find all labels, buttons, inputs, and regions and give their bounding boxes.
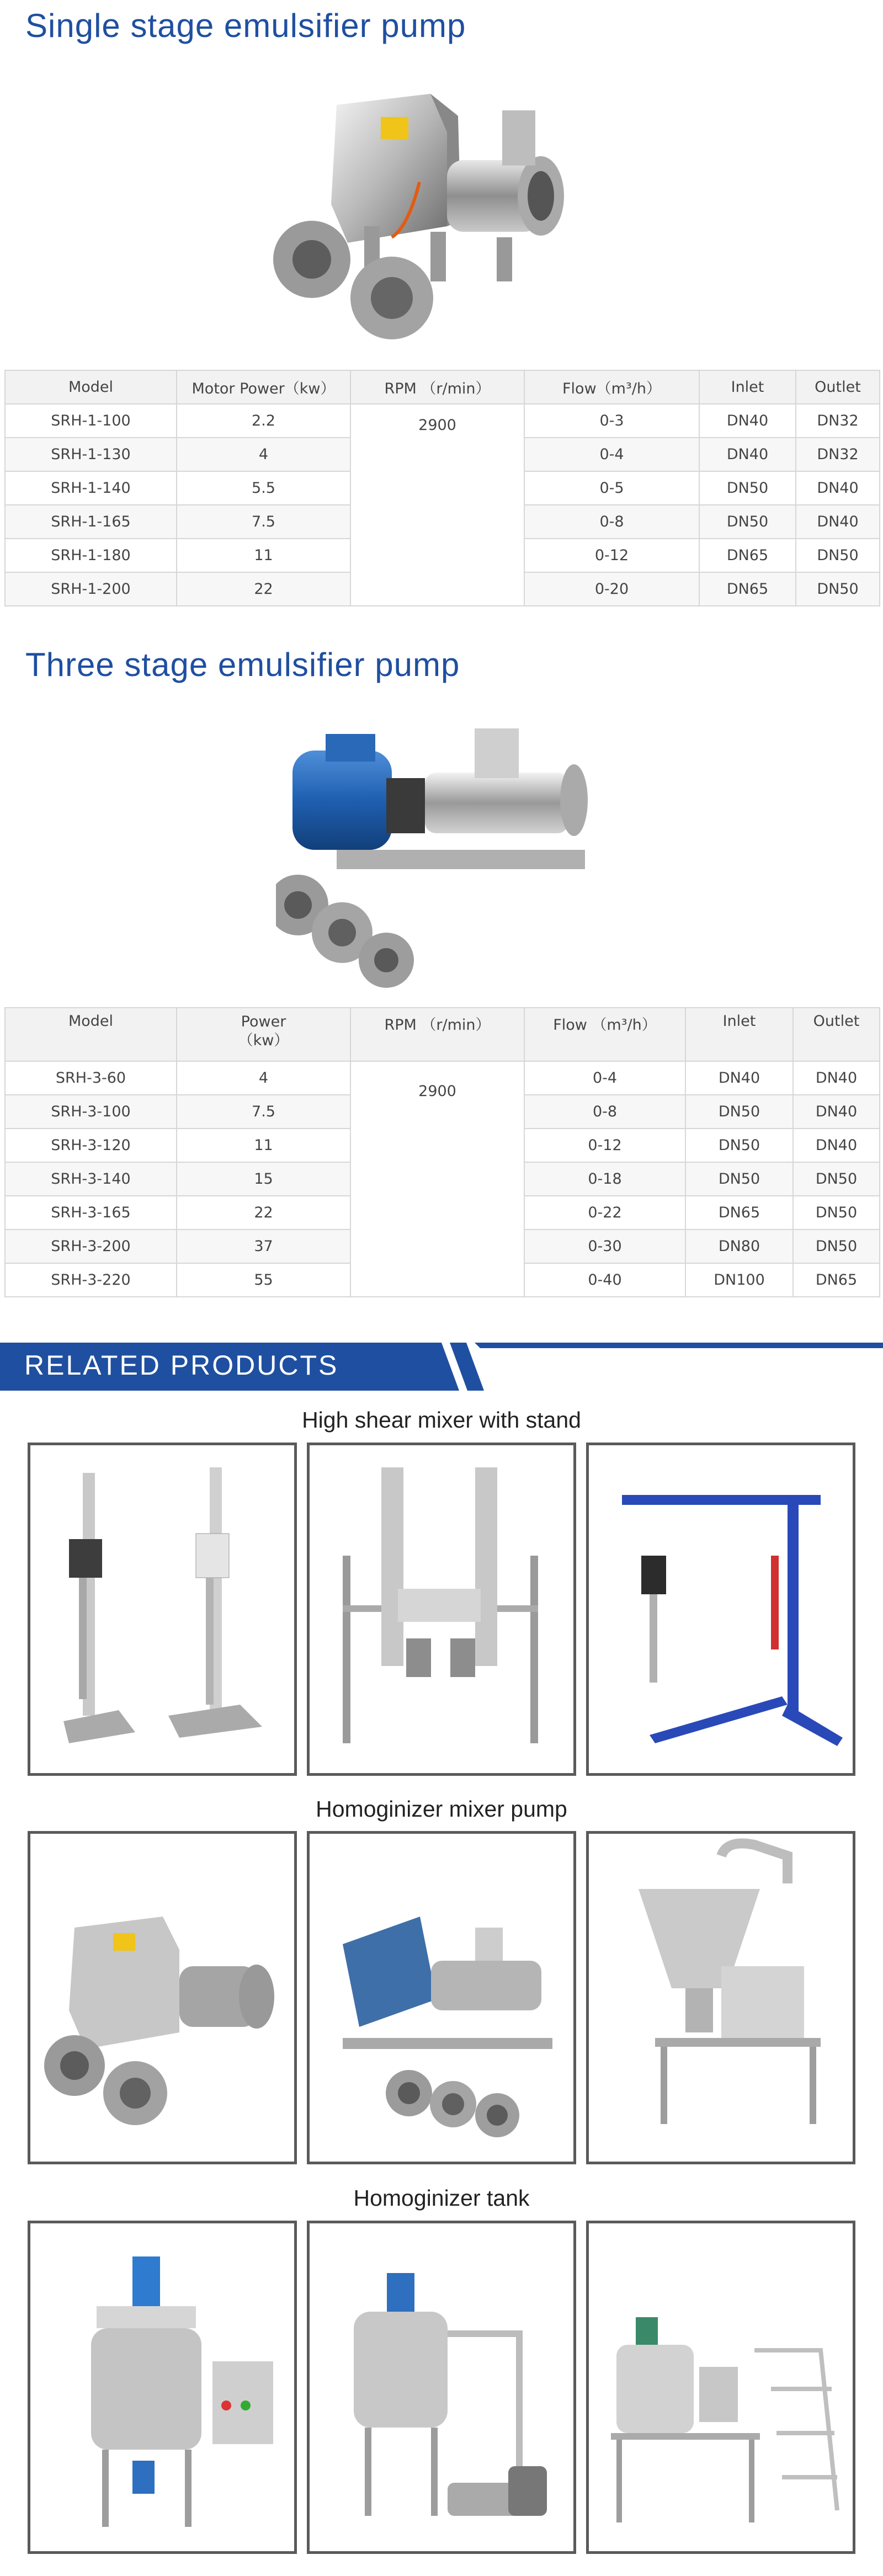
column-header-power-line2: （kw） — [238, 1032, 289, 1049]
related-products-label: RELATED PRODUCTS — [24, 1350, 339, 1381]
cell-outlet: DN65 — [793, 1263, 880, 1297]
twin-column-mixer-frame-photo — [310, 1445, 573, 1773]
related-group-title: High shear mixer with stand — [302, 1407, 581, 1433]
cell-inlet: DN40 — [699, 404, 796, 438]
cell-outlet: DN32 — [796, 438, 880, 471]
cell-model: SRH-3-120 — [5, 1129, 177, 1162]
cell-inlet: DN40 — [685, 1061, 793, 1095]
cell-flow: 0-20 — [524, 572, 699, 606]
cell-inlet: DN65 — [699, 539, 796, 572]
cell-power: 22 — [177, 572, 350, 606]
column-header-model: Model — [5, 1008, 177, 1061]
cell-rpm: 2900 — [350, 1061, 524, 1297]
cell-power: 15 — [177, 1162, 350, 1196]
cell-inlet: DN65 — [685, 1196, 793, 1230]
column-header-model: Model — [5, 370, 177, 404]
cell-flow: 0-22 — [524, 1196, 685, 1230]
cell-model: SRH-1-140 — [5, 471, 177, 505]
cell-outlet: DN40 — [793, 1129, 880, 1162]
cell-power: 5.5 — [177, 471, 350, 505]
related-product-card[interactable] — [28, 1443, 297, 1776]
related-product-card[interactable] — [28, 2221, 297, 2554]
three-stage-pump-photo — [276, 717, 607, 993]
column-header-power — [177, 1008, 350, 1061]
single-stage-title: Single stage emulsifier pump — [25, 7, 466, 44]
single-stage-spec-table — [4, 370, 880, 606]
cell-model: SRH-1-100 — [5, 404, 177, 438]
cell-flow: 0-4 — [524, 438, 699, 471]
cell-flow: 0-4 — [524, 1061, 685, 1095]
cell-flow: 0-12 — [524, 1129, 685, 1162]
cell-flow: 0-8 — [524, 1095, 685, 1129]
column-header-flow: Flow （m³/h） — [524, 1008, 685, 1061]
related-product-card[interactable] — [307, 1443, 576, 1776]
cell-inlet: DN50 — [699, 505, 796, 539]
related-product-card[interactable] — [307, 2221, 576, 2554]
cell-outlet: DN50 — [793, 1230, 880, 1263]
cell-model: SRH-1-200 — [5, 572, 177, 606]
platform-tank-system-photo — [589, 2223, 853, 2551]
cell-inlet: DN40 — [699, 438, 796, 471]
cell-flow: 0-5 — [524, 471, 699, 505]
related-product-card[interactable] — [586, 2221, 855, 2554]
cell-outlet: DN40 — [796, 505, 880, 539]
table-header-row — [5, 1008, 880, 1061]
cell-outlet: DN40 — [793, 1095, 880, 1129]
cell-outlet: DN50 — [796, 572, 880, 606]
cell-power: 4 — [177, 438, 350, 471]
table-header-row — [5, 370, 880, 404]
cell-inlet: DN80 — [685, 1230, 793, 1263]
cell-inlet: DN50 — [685, 1162, 793, 1196]
cell-power: 37 — [177, 1230, 350, 1263]
cell-flow: 0-12 — [524, 539, 699, 572]
cell-inlet: DN50 — [685, 1095, 793, 1129]
cell-outlet: DN50 — [793, 1162, 880, 1196]
cell-inlet: DN65 — [699, 572, 796, 606]
related-product-card[interactable] — [586, 1443, 855, 1776]
cell-power: 7.5 — [177, 1095, 350, 1129]
cell-inlet: DN50 — [685, 1129, 793, 1162]
cell-flow: 0-3 — [524, 404, 699, 438]
jacketed-tank-photo — [30, 2223, 294, 2551]
hopper-pump-photo — [589, 1834, 853, 2162]
cell-power: 4 — [177, 1061, 350, 1095]
table-row — [5, 1061, 880, 1095]
cell-power: 22 — [177, 1196, 350, 1230]
cell-flow: 0-18 — [524, 1162, 685, 1196]
column-header-rpm: RPM （r/min） — [350, 1008, 524, 1061]
related-product-card[interactable] — [586, 1831, 855, 2164]
column-header-rpm: RPM （r/min） — [350, 370, 524, 404]
column-header-flow: Flow（m³/h） — [524, 370, 699, 404]
cell-model: SRH-3-100 — [5, 1095, 177, 1129]
column-header-outlet: Outlet — [796, 370, 880, 404]
cell-inlet: DN50 — [699, 471, 796, 505]
cell-flow: 0-40 — [524, 1263, 685, 1297]
related-product-card[interactable] — [28, 1831, 297, 2164]
stand-mixer-pair-photo — [30, 1445, 294, 1773]
cell-outlet: DN40 — [793, 1061, 880, 1095]
column-header-inlet: Inlet — [685, 1008, 793, 1061]
table-row — [5, 404, 880, 438]
cell-power: 11 — [177, 539, 350, 572]
related-product-card[interactable] — [307, 1831, 576, 2164]
column-header-power-line1: Power — [241, 1013, 286, 1030]
cell-power: 2.2 — [177, 404, 350, 438]
related-products-banner — [0, 1338, 883, 1391]
cell-flow: 0-8 — [524, 505, 699, 539]
cell-model: SRH-3-200 — [5, 1230, 177, 1263]
column-header-power: Motor Power（kw） — [177, 370, 350, 404]
three-stage-spec-table — [4, 1007, 880, 1297]
cell-power: 55 — [177, 1263, 350, 1297]
cell-inlet: DN100 — [685, 1263, 793, 1297]
cell-model: SRH-1-180 — [5, 539, 177, 572]
single-stage-pump-photo — [30, 1834, 294, 2162]
related-group-title: Homoginizer tank — [353, 2185, 530, 2211]
cell-rpm: 2900 — [350, 404, 524, 606]
cell-power: 7.5 — [177, 505, 350, 539]
vacuum-tank-with-pump-photo — [310, 2223, 573, 2551]
cell-model: SRH-3-60 — [5, 1061, 177, 1095]
cell-outlet: DN32 — [796, 404, 880, 438]
cell-flow: 0-30 — [524, 1230, 685, 1263]
three-stage-title: Three stage emulsifier pump — [25, 646, 460, 683]
cell-outlet: DN50 — [796, 539, 880, 572]
inline-homogenizer-pump-photo — [310, 1834, 573, 2162]
cell-model: SRH-1-130 — [5, 438, 177, 471]
cell-outlet: DN50 — [793, 1196, 880, 1230]
single-stage-pump-photo — [265, 83, 618, 350]
cell-power: 11 — [177, 1129, 350, 1162]
related-group-title: Homoginizer mixer pump — [316, 1796, 567, 1822]
cell-outlet: DN40 — [796, 471, 880, 505]
blue-crane-mixer-photo — [589, 1445, 853, 1773]
cell-model: SRH-1-165 — [5, 505, 177, 539]
cell-model: SRH-3-220 — [5, 1263, 177, 1297]
cell-model: SRH-3-140 — [5, 1162, 177, 1196]
column-header-outlet: Outlet — [793, 1008, 880, 1061]
column-header-inlet: Inlet — [699, 370, 796, 404]
cell-model: SRH-3-165 — [5, 1196, 177, 1230]
